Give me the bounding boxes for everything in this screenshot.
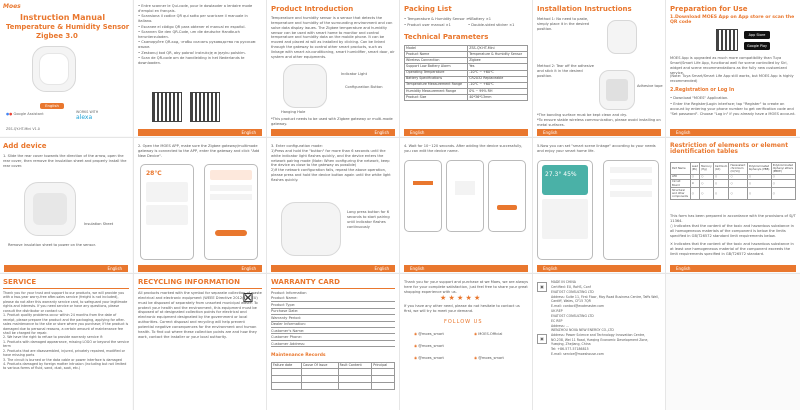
qr-code: [152, 92, 182, 122]
field-label: Warranty Period:: [271, 316, 395, 322]
field-label: Customer Address:: [271, 342, 395, 348]
panel-preparation: [666, 0, 800, 136]
rating-stars: ★ ★ ★ ★ ★: [440, 294, 481, 302]
warranty-fields: [271, 291, 395, 348]
callout-indicator: Indicator Light: [341, 72, 367, 76]
panel-installation: [533, 0, 665, 136]
youtube-icon: ◉: [474, 332, 478, 336]
screen-temperature: 28℃: [146, 170, 162, 177]
panel-product-intro: [267, 0, 399, 136]
screen-readings: 27.3° 45%: [542, 165, 588, 195]
manual-protocol: Zigbee 3.0: [36, 32, 78, 40]
intro-text: Temperature and humidity sensor is a sensor that detects the temperature and humidity of the surrounding environment and can solve data display issues. The Zigbee temperature and humidity sensor can be used with smart home to monitor and control temperature and humidity data on the mobile phone. It can be moved and placed at will as installed by clicking. Can be linked through the gateway to control other smart products, such as linkage with smart air-conditioning, smart humidifier, smart door, air system and other equipments.: [271, 16, 395, 59]
sensor-back-image: [599, 70, 635, 110]
table-row: Model ZSS-QY-HT-Mini: [405, 46, 528, 52]
pairing-callout: Long press button for 6 seconds to start pairing until indicator flashes continuously: [347, 210, 390, 229]
method-2: Method 2: Tear off the adhesive and stick it in the desired position.: [537, 64, 594, 78]
weee-bin-icon: ⊠: [242, 290, 254, 306]
step-text: 3. Enter configuration mode: 1)Press and hold the "button" for more than 6 seconds until the white indicator light flashes quickly, and the device enters the network pairing mode (Note: When configuring the network, keep the device as close to the gateway as possible) 2)If the network configuration fails, repeat the above operation, please press and hold the device button again until the white light flashes quickly.: [271, 144, 391, 182]
table-row: Failure date Cause Of Issue Fault Content Principal: [272, 363, 395, 369]
model-code: ZSS-QY-HT-Mini V1.0: [6, 127, 40, 131]
table-row: Product Size 40*36*13mm: [405, 95, 528, 101]
callout-insulation: Insulation Sheet: [84, 222, 114, 226]
table-row: LED ○ ○ ○ ○ ○ ○: [671, 174, 796, 179]
sensor-back-image: [24, 182, 76, 236]
panel-thanks: [400, 274, 532, 410]
panel-restriction: [666, 138, 800, 272]
section-title: Add device: [3, 142, 47, 150]
page-footer: English: [271, 265, 395, 272]
table-row: Wireless Connection Zigbee: [405, 58, 528, 64]
page-footer: English: [271, 129, 395, 136]
panel-add-device: [0, 138, 132, 272]
page-footer: English: [537, 265, 661, 272]
page-footer: English: [537, 129, 661, 136]
section-title: Product Introduction: [271, 5, 354, 13]
phone-screen: [488, 160, 526, 232]
phone-screen: [446, 160, 484, 232]
rohs-note: ✕ Indicates that the content of the toxic and hazardous substance in at least one homogeneous material of the component exceeds the limit requirements specified in GB/T26572 standard.: [670, 242, 794, 256]
google-play-badge[interactable]: Google Play: [744, 42, 770, 50]
section-title: Installation Instructions: [537, 5, 632, 13]
field-label: Purchase Date:: [271, 309, 395, 315]
rohs-table: [670, 162, 796, 200]
brand-logo: Moes: [3, 3, 21, 10]
reg-step: • Download "MOES" Application.: [670, 96, 729, 100]
page-footer: English: [670, 265, 796, 272]
maintenance-table: [271, 362, 395, 390]
step-title: 1.Download MOES App on App store or scan the QR code: [670, 15, 795, 25]
panel-service: [0, 274, 132, 410]
field-label: Product Type:: [271, 303, 395, 309]
table-row: Product Name Temperature & Humidity Sensor: [405, 52, 528, 58]
recycling-text: All products marked with the symbol for separate collection of waste electrical and electronic equipment (WEEE Directive 2012/19 / EU) must be disposed of separately from unsorted municipal waste. To protect your health and the environment, this equipment must be disposed of at designated collection points for electrical and electronic equipment designated by the government or local authorities. Correct disposal and recycling will help prevent potential negative consequences for the environment and human health. To find out where these collection points are and how they work, contact the installer or your local authority.: [138, 291, 262, 339]
divider: [271, 288, 395, 289]
panel-wait: [400, 138, 532, 272]
factory-icon: ▣: [537, 282, 547, 292]
follow-us-title: FOLLOW US: [444, 319, 483, 325]
method-1: Method 1: No need to paste, simply place it in the desired position.: [537, 17, 589, 31]
sensor-device-image: [32, 46, 76, 92]
social-handle[interactable]: ◉ @moes_smart: [474, 356, 504, 360]
sensor-device-image: [283, 64, 327, 108]
pack-item: • Product user manual ×1: [404, 23, 451, 27]
panel-qr-languages: [134, 0, 266, 136]
social-handle[interactable]: ◉ @moes_smart: [414, 344, 444, 348]
reg-step: • Enter the Register/Login interface; tap "Register" to create an account by entering your phone number to get verification code and "Set password". Choose "Log in" if you already have a MOES account.: [670, 102, 796, 116]
facebook-icon: ◉: [414, 356, 418, 360]
pack-item: • Battery ×1: [468, 17, 492, 21]
alexa-badge: WORKS WITH alexa: [76, 110, 99, 121]
language-badge: English: [40, 103, 64, 109]
maintenance-title: Maintenance Records: [271, 353, 326, 358]
twitter-icon: ◉: [414, 332, 418, 336]
sensor-device-image: [607, 20, 637, 54]
table-row: Support Low Battery Alarm Yes: [405, 64, 528, 70]
google-badge: ●● Google Assistant: [6, 112, 44, 116]
thanks-text: Thank you for your support and purchase at we Moes, we are always here for your complete satisfaction, just feel free to share your great shopping experience with us.: [404, 280, 529, 294]
phone-screen: [537, 160, 593, 260]
panel-scene: [533, 138, 665, 272]
table-row: Battery Specifications CR2032 Replaceable: [405, 76, 528, 82]
step-title: 2.Registration or Log In: [670, 88, 735, 93]
section-title: Restriction of elements or element identification tables: [670, 142, 789, 156]
section-title: Preparation for Use: [670, 5, 748, 13]
panel-pairing: [267, 138, 399, 272]
install-notes: *The bonding surface must be kept clean and dry. *To ensure stable wireless communication, please avoid installing on metal surfaces.: [537, 113, 661, 127]
page-footer: English: [670, 129, 796, 136]
qr-code: [190, 92, 220, 122]
service-text: Thank you for your trust and support to our products, we will provide you with a two-year worry-free after-sales service (freight is not included), please do not alter this warranty service card, to safeguard your legitimate rights and interests. If you need service or have any questions, please consult the distributor or contact us. 1. Product quality problems occur within 24 months from the date of receipt, please prepare the product and the packaging, applying for after-sales maintenance to the site or store where you purchase; if the product is damaged due to personal reasons, a certain amount of maintenance fee shall be charged for repair. 2. We have the right to refuse to provide warranty service if: 1. Products with damaged appearance, missing LOGO or beyond the service term 2. Products that are disassembled, injured, privately repaired, modified or have missing parts 3. The circuit is burned or the data cable or power interface is damaged 4. Products damaged by foreign matter intrusion (including but not limited to various forms of fluid, sand, dust, soot, etc.): [3, 291, 130, 371]
table-row: [272, 376, 395, 383]
field-label: Customer's Name:: [271, 329, 395, 335]
phone-screen: [603, 160, 659, 260]
caption: Remove insulation sheet to power on the sensor.: [8, 243, 96, 247]
field-label: Product Information: [271, 291, 307, 295]
callout-button: Configuration Button: [345, 85, 383, 89]
field-label: Dealer Information:: [271, 322, 395, 328]
section-title: SERVICE: [3, 278, 37, 286]
page-footer: English: [4, 265, 128, 272]
social-handle[interactable]: ◉ @moes_smart: [414, 356, 444, 360]
field-label: Customer Phone:: [271, 335, 395, 341]
table-row: Operating Temperature -10℃ ~ +60℃: [405, 70, 528, 76]
pack-item: • Double-sided sticker ×1: [468, 23, 515, 27]
phone-screen: [204, 164, 258, 260]
table-row: Part Name Lead (Pb) Mercury (Hg) Cadmium (Cd) Hexavalent chromium (Cr(VI)) Polybrominated biphenyls (PBB) Polybrominated diphenyl ethers (PBDE): [671, 163, 796, 175]
panel-cover: [0, 0, 132, 136]
app-note: (Note: Tuya Smart/Smart Life App still works, but MOES App is highly recommended): [670, 74, 794, 83]
params-table: [404, 45, 528, 101]
panel-tech-params: [400, 0, 532, 136]
table-row: [272, 383, 395, 390]
page-footer: English: [138, 265, 262, 272]
divider: [3, 288, 129, 289]
social-handle[interactable]: ◉ @moes_smart: [414, 332, 444, 336]
field-label: Product Name:: [271, 296, 395, 302]
panel-open-app: [134, 138, 266, 272]
panel-manufacturer: [533, 274, 665, 410]
pack-item: • Temperature & Humidity Sensor ×1: [404, 17, 472, 21]
callout-adhesive: Adhesive tape: [637, 84, 663, 88]
section-title: Packing List: [404, 5, 452, 13]
table-row: Temperature Measurement Range -10℃ ~ +60℃: [405, 82, 528, 88]
app-store-badge[interactable]: App Store: [744, 31, 770, 39]
panel-blank: [666, 274, 800, 410]
step-text: 5.Now you can set "smart scene linkage" according to your needs and enjoy your smart home life.: [537, 144, 656, 153]
instagram-icon: ◉: [414, 344, 418, 348]
step-text: 4. Wait for 10~120 seconds. After adding the device successfully, you can edit the device name.: [404, 144, 523, 153]
rohs-note: This form has been prepared in accordance with the provisions of SJ/T 11364.: [670, 214, 796, 223]
table-row: Circuit Board ✕ ○ ○ ○ ○ ○: [671, 179, 796, 187]
page-footer: English: [404, 265, 528, 272]
manufacturer-info: MADE IN CHINA Certified: EU, RoHS, Conf EVATOST CONSULTING LTD Address: Suite 11, First Floor, Moy Road Business Centre, Taffs Well, Cardiff, Wales, CF15 7QR E-mail: contact@evatmaster.com UK REP EVATOST CONSULTING LTD EC REP Address: ... WENZHOU NOVA NEW ENERGY CO.,LTD Address: Power Science and Technology Innovation Centre, NO.238, Wei 11 Road, Yueqing Economic Development Zone, Yueqing, Zhejiang, China Tel: +86-577-57186815 E-mail: service@moeshouse.com: [551, 280, 660, 356]
section-title: RECYCLING INFORMATION: [138, 278, 240, 286]
manual-subtitle: Temperature & Humidity Sensor: [6, 23, 130, 31]
tiktok-icon: ◉: [474, 356, 478, 360]
table-row: [272, 369, 395, 376]
panel-warranty: [267, 274, 399, 410]
language-list: • Entre scanner le Qui-code, pour le dowlaoder a lentaire mode d'emploi en français. • Scansiona il codice QR qui sotto per scaricare il manuale in italiano. • Escanee el código QR para obtener el manual en español. • Scannen Sie den QR-Code, um die deutsche Handbuch herunterzuladen. • Сканируйте QR-код, чтобы скачать руководство на русском языке. • Zeskanuj kod QR, aby pobrać instrukcję w języku polskim. • Scan de QR-code om de handleiding in het Nederlands te downloaden.: [138, 4, 256, 65]
manual-title: Instruction Manual: [20, 13, 106, 22]
page-footer: English: [404, 129, 528, 136]
phone-screen: [404, 160, 442, 232]
step-text: 1. Slide the rear cover towards the direction of the arrow, open the rear cover, then remove the insulation sheet and properly install the rear cover.: [3, 154, 127, 168]
panel-recycling: [134, 274, 266, 410]
qr-code: [716, 29, 738, 51]
gateway-note: *This product needs to be used with Zigbee gateway or multi-mode gateway.: [271, 117, 393, 126]
sensor-device-image: [281, 202, 341, 256]
table-row: Humidity Measurement Range 0% ~ 99% RH: [405, 88, 528, 94]
phone-screen: [140, 164, 194, 260]
callout-hole: Hanging Hole: [281, 110, 306, 114]
step-text: 2. Open the MOES APP, make sure the Zigbee gateway/multimode gateway is connected to the APP, enter the gateway and click "Add New Device".: [138, 144, 260, 158]
table-row: Structural and other components ○ ○ ○ ○ ○ ○: [671, 188, 796, 200]
page-footer: English: [138, 129, 262, 136]
rohs-note: ○ Indicates that the content of the toxic and hazardous substance in all homogeneous materials of the component is below the limits specified in GB/T26572 standard limit requirements below.: [670, 224, 794, 238]
section-title: Technical Parameters: [404, 33, 489, 41]
factory-icon: ▣: [537, 334, 547, 344]
app-description: MOES App is upgraded as much more compatibility than Tuya Smart/Smart Life App, functional well for scene controlled by Siri, widget and scene recommendations as the fully new customized service.: [670, 56, 788, 75]
social-handle[interactable]: ◉ MOES.Official: [474, 332, 503, 336]
contact-text: If you have any other need, please do not hesitate to contact us first, we will try to meet your demand.: [404, 304, 520, 313]
section-title: WARRANTY CARD: [271, 278, 340, 286]
divider: [138, 288, 262, 289]
